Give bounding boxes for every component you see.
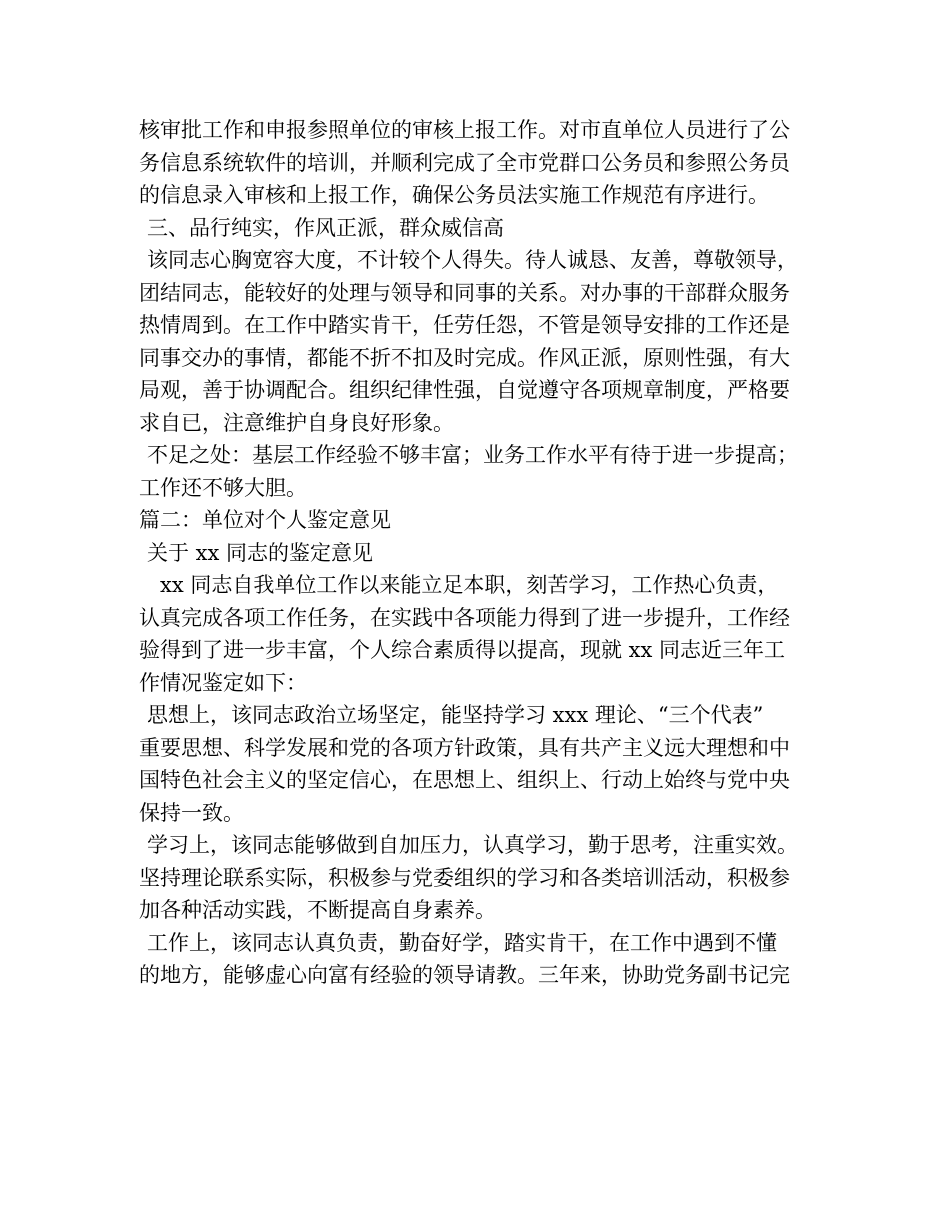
text-line: 学习上，该同志能够做到自加压力，认真学习，勤于思考，注重实效。	[147, 833, 798, 857]
document-body	[139, 114, 839, 992]
text-line: 国特色社会主义的坚定信心，在思想上、组织上、行动上始终与党中央	[139, 768, 790, 792]
text-line: 工作上，该同志认真负责，勤奋好学，踏实肯干，在工作中遇到不懂	[147, 930, 777, 955]
text-line: 核审批工作和申报参照单位的审核上报工作。对市直单位人员进行了公	[139, 118, 790, 142]
text-line: 团结同志，能较好的处理与领导和同事的关系。对办事的干部群众服务	[139, 280, 790, 305]
text-line: 验得到了进一步丰富，个人综合素质得以提高，现就 xx 同志近三年工	[139, 638, 786, 662]
text-line: 同事交办的事情，都能不折不扣及时完成。作风正派，原则性强，有大	[139, 345, 790, 370]
section-heading: 三、品行纯实，作风正派，群众威信高	[147, 215, 504, 240]
text-line: xx 同志自我单位工作以来能立足本职，刻苦学习，工作热心负责，	[160, 573, 779, 597]
text-line: 坚持理论联系实际，积极参与党委组织的学习和各类培训活动，积极参	[139, 865, 790, 890]
text-line: 重要思想、科学发展和党的各项方针政策，具有共产主义远大理想和中	[139, 735, 790, 760]
chapter-heading: 篇二：单位对个人鉴定意见	[139, 508, 391, 532]
text-line: 热情周到。在工作中踏实肯干，任劳任怨，不管是领导安排的工作还是	[139, 313, 790, 337]
text-line: 务信息系统软件的培训，并顺利完成了全市党群口公务员和参照公务员	[139, 150, 790, 175]
text-line: 不足之处：基层工作经验不够丰富；业务工作水平有待于进一步提高；	[147, 443, 798, 467]
text-line: 局观，善于协调配合。组织纪律性强，自觉遵守各项规章制度，严格要	[139, 378, 790, 402]
document-title: 关于 xx 同志的鉴定意见	[147, 540, 374, 565]
text-line: 保持一致。	[139, 800, 244, 825]
text-line: 作情况鉴定如下：	[139, 670, 307, 695]
text-line: 的地方，能够虚心向富有经验的领导请教。三年来，协助党务副书记完	[139, 963, 790, 987]
text-line: 思想上，该同志政治立场坚定，能坚持学习 xxx 理论、“三个代表”	[147, 703, 764, 727]
text-line: 认真完成各项工作任务，在实践中各项能力得到了进一步提升，工作经	[139, 605, 790, 630]
text-line: 该同志心胸宽容大度，不计较个人得失。待人诚恳、友善，尊敬领导，	[147, 248, 798, 272]
text-line: 的信息录入审核和上报工作，确保公务员法实施工作规范有序进行。	[139, 183, 769, 207]
text-line: 工作还不够大胆。	[139, 475, 307, 500]
text-line: 求自已，注意维护自身良好形象。	[139, 410, 454, 435]
text-line: 加各种活动实践，不断提高自身素养。	[139, 898, 496, 922]
